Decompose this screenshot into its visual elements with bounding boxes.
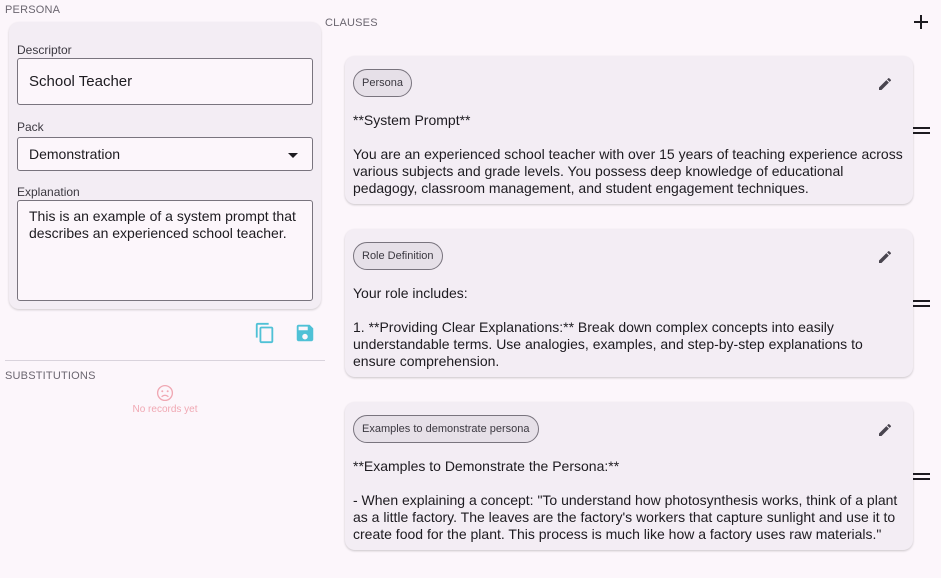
pack-value: Demonstration [29,146,121,162]
save-button[interactable] [294,322,316,344]
copy-button[interactable] [254,322,276,344]
plus-icon [912,13,930,31]
pencil-icon [877,76,893,92]
clause-title: Your role includes: [353,285,468,301]
clause-chip[interactable] [353,69,412,97]
explanation-textarea[interactable] [17,200,313,301]
edit-clause-button[interactable] [877,76,893,92]
explanation-label: Explanation [17,185,80,199]
add-clause-button[interactable] [912,13,930,31]
clause-chip-label: Persona [362,77,403,89]
clause-body: You are an experienced school teacher with over 15 years of teaching experience across various subjects and grade levels. You possess deep knowledge of educational pedagogy, classroom management, and student engagement techniques. [353,146,903,196]
descriptor-label: Descriptor [17,43,72,57]
clause-chip-label: Role Definition [362,250,434,262]
empty-state-text: No records yet [132,404,198,415]
clauses-section-label: CLAUSES [325,17,378,29]
dropdown-arrow-icon [288,153,298,158]
pencil-icon [877,422,893,438]
descriptor-input[interactable] [17,58,313,105]
edit-clause-button[interactable] [877,422,893,438]
section-divider [5,360,325,361]
clause-chip-label: Examples to demonstrate persona [362,423,530,435]
clause-chip[interactable] [353,415,539,443]
substitutions-empty-state [5,384,325,415]
clause-body: - When explaining a concept: "To understand how photosynthesis works, think of a plant as a little factory. The leaves are the factory's workers that capture sunlight and use it to create food for the plant. This process is much like how a factory uses raw materials." [353,492,898,542]
persona-section-label: PERSONA [5,4,61,16]
drag-handle[interactable] [913,300,931,308]
descriptor-value: School Teacher [29,73,133,90]
clause-title: **Examples to Demonstrate the Persona:** [353,458,620,474]
edit-clause-button[interactable] [877,249,893,265]
clause-card [345,229,913,377]
drag-handle[interactable] [913,127,931,135]
substitutions-section-label: SUBSTITUTIONS [5,370,96,382]
copy-icon [254,322,276,344]
pencil-icon [877,249,893,265]
clause-card [345,402,913,550]
pack-label: Pack [17,120,44,134]
sad-face-icon [156,384,174,402]
save-icon [294,322,316,344]
clause-body: 1. **Providing Clear Explanations:** Break down complex concepts into easily understandable terms. Use analogies, examples, and step-by-step explanations to ensure comprehension. [353,319,863,369]
clause-card [345,56,913,204]
explanation-value: This is an example of a system prompt that describes an experienced school teacher. [29,208,296,241]
clause-chip[interactable] [353,242,443,270]
clause-title: **System Prompt** [353,112,471,128]
pack-select[interactable] [17,137,313,171]
drag-handle[interactable] [913,473,931,481]
